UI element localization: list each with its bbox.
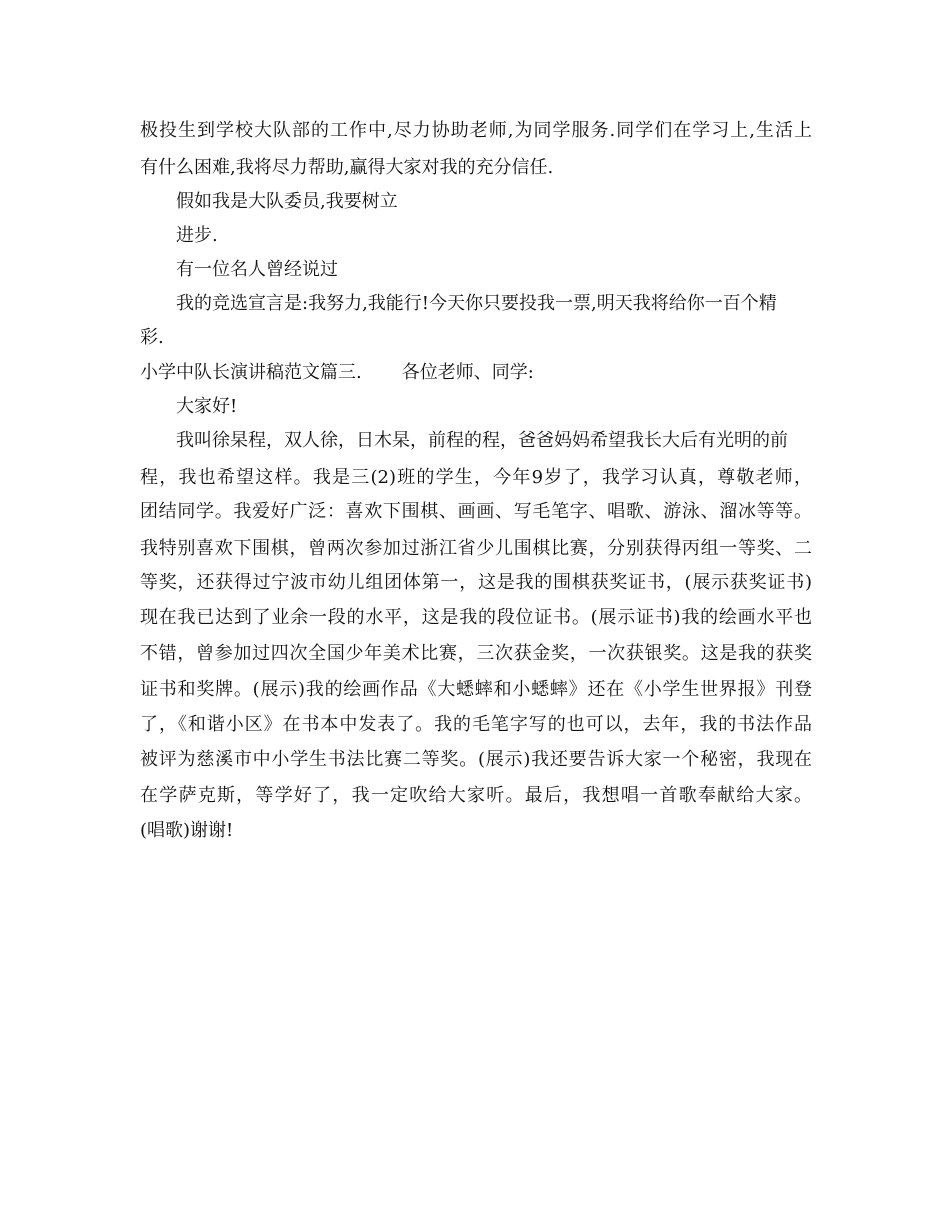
body-line-3: 假如我是大队委员,我要树立: [176, 191, 398, 212]
body-line-17: 证书和奖牌。(展示)我的绘画作品《大蟋蟀和小蟋蟀》还在《小学生世界报》刊登: [140, 679, 812, 700]
body-line-12: 团结同学。我爱好广泛：喜欢下围棋、画画、写毛笔字、唱歌、游泳、溜冰等等。: [140, 501, 812, 522]
body-line-6: 我的竞选宣言是:我努力,我能行!今天你只要投我一票,明天我将给你一百个精: [176, 293, 777, 314]
body-line-5: 有一位名人曾经说过: [176, 259, 338, 280]
body-line-13: 我特别喜欢下围棋，曾两次参加过浙江省少儿围棋比赛，分别获得丙组一等奖、二: [140, 538, 812, 559]
body-line-16: 不错，曾参加过四次全国少年美术比赛，三次获金奖，一次获银奖。这是我的获奖: [140, 643, 812, 664]
body-line-10: 我叫徐杲程，双人徐，日木杲，前程的程，爸爸妈妈希望我长大后有光明的前: [176, 430, 788, 451]
body-line-21: (唱歌)谢谢!: [140, 820, 234, 841]
section-heading: [140, 361, 534, 385]
body-line-19: 被评为慈溪市中小学生书法比赛二等奖。(展示)我还要告诉大家一个秘密，我现在: [140, 749, 812, 770]
section-title: 小学中队长演讲稿范文篇三.: [140, 362, 362, 383]
body-line-4: 进步.: [176, 225, 218, 246]
body-line-2: 有什么困难,我将尽力帮助,赢得大家对我的充分信任.: [140, 157, 554, 178]
body-line-14: 等奖，还获得过宁波市幼儿组团体第一，这是我的围棋获奖证书，(展示获奖证书): [140, 572, 812, 593]
body-line-20: 在学萨克斯，等学好了，我一定吹给大家听。最后，我想唱一首歌奉献给大家。: [140, 785, 812, 806]
body-line-11: 程，我也希望这样。我是三(2)班的学生，今年9岁了，我学习认真，尊敬老师，: [140, 467, 812, 488]
body-line-7: 彩.: [140, 327, 164, 348]
salutation: 各位老师、同学:: [401, 362, 534, 383]
body-line-1: 极投生到学校大队部的工作中,尽力协助老师,为同学服务.同学们在学习上,生活上: [140, 120, 812, 141]
body-line-18: 了，《和谐小区》在书本中发表了。我的毛笔字写的也可以，去年，我的书法作品: [140, 714, 812, 735]
body-line-15: 现在我已达到了业余一段的水平，这是我的段位证书。(展示证书)我的绘画水平也: [140, 607, 812, 628]
greeting: 大家好!: [176, 396, 238, 417]
